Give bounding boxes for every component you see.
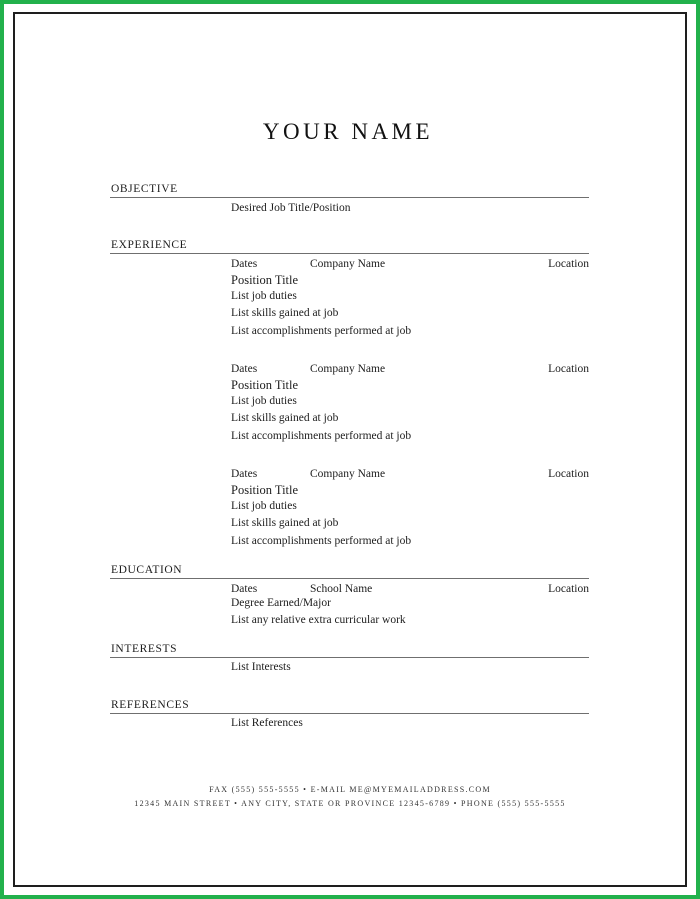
job-duties: List job duties bbox=[231, 395, 297, 407]
job-company: Company Name bbox=[310, 363, 386, 375]
experience-divider bbox=[110, 253, 589, 254]
experience-heading: EXPERIENCE bbox=[111, 239, 188, 251]
interests-divider bbox=[110, 657, 589, 658]
objective-heading: OBJECTIVE bbox=[111, 183, 178, 195]
job-location: Location bbox=[548, 258, 589, 270]
job-skills: List skills gained at job bbox=[231, 307, 339, 319]
references-text: List References bbox=[231, 717, 303, 729]
job-accomplishments: List accomplishments performed at job bbox=[231, 325, 412, 337]
job-company: Company Name bbox=[310, 468, 386, 480]
job-skills: List skills gained at job bbox=[231, 517, 339, 529]
education-degree: Degree Earned/Major bbox=[231, 597, 331, 609]
education-divider bbox=[110, 578, 589, 579]
education-school: School Name bbox=[310, 583, 373, 595]
job-dates: Dates bbox=[231, 468, 258, 480]
job-title: Position Title bbox=[231, 273, 299, 287]
job-duties: List job duties bbox=[231, 290, 297, 302]
education-extra: List any relative extra curricular work bbox=[231, 614, 406, 626]
education-heading: EDUCATION bbox=[111, 564, 183, 576]
job-dates: Dates bbox=[231, 258, 258, 270]
job-duties: List job duties bbox=[231, 500, 297, 512]
job-location: Location bbox=[548, 363, 589, 375]
references-heading: REFERENCES bbox=[111, 699, 190, 711]
job-title: Position Title bbox=[231, 378, 299, 392]
interests-heading: INTERESTS bbox=[111, 643, 178, 655]
job-skills: List skills gained at job bbox=[231, 412, 339, 424]
objective-text: Desired Job Title/Position bbox=[231, 202, 351, 214]
footer-contact-line: FAX (555) 555-5555 • E-MAIL ME@MYEMAILADDRESS.COM bbox=[209, 785, 491, 794]
objective-divider bbox=[110, 197, 589, 198]
references-divider bbox=[110, 713, 589, 714]
job-company: Company Name bbox=[310, 258, 386, 270]
footer-address-line: 12345 MAIN STREET • ANY CITY, STATE OR PROVINCE 12345-6789 • PHONE (555) 555-5555 bbox=[134, 799, 566, 808]
job-accomplishments: List accomplishments performed at job bbox=[231, 535, 412, 547]
job-accomplishments: List accomplishments performed at job bbox=[231, 430, 412, 442]
interests-text: List Interests bbox=[231, 661, 291, 673]
job-location: Location bbox=[548, 468, 589, 480]
resume-name: YOUR NAME bbox=[262, 119, 434, 144]
education-location: Location bbox=[548, 583, 589, 595]
job-title: Position Title bbox=[231, 483, 299, 497]
job-dates: Dates bbox=[231, 363, 258, 375]
education-dates: Dates bbox=[231, 583, 258, 595]
